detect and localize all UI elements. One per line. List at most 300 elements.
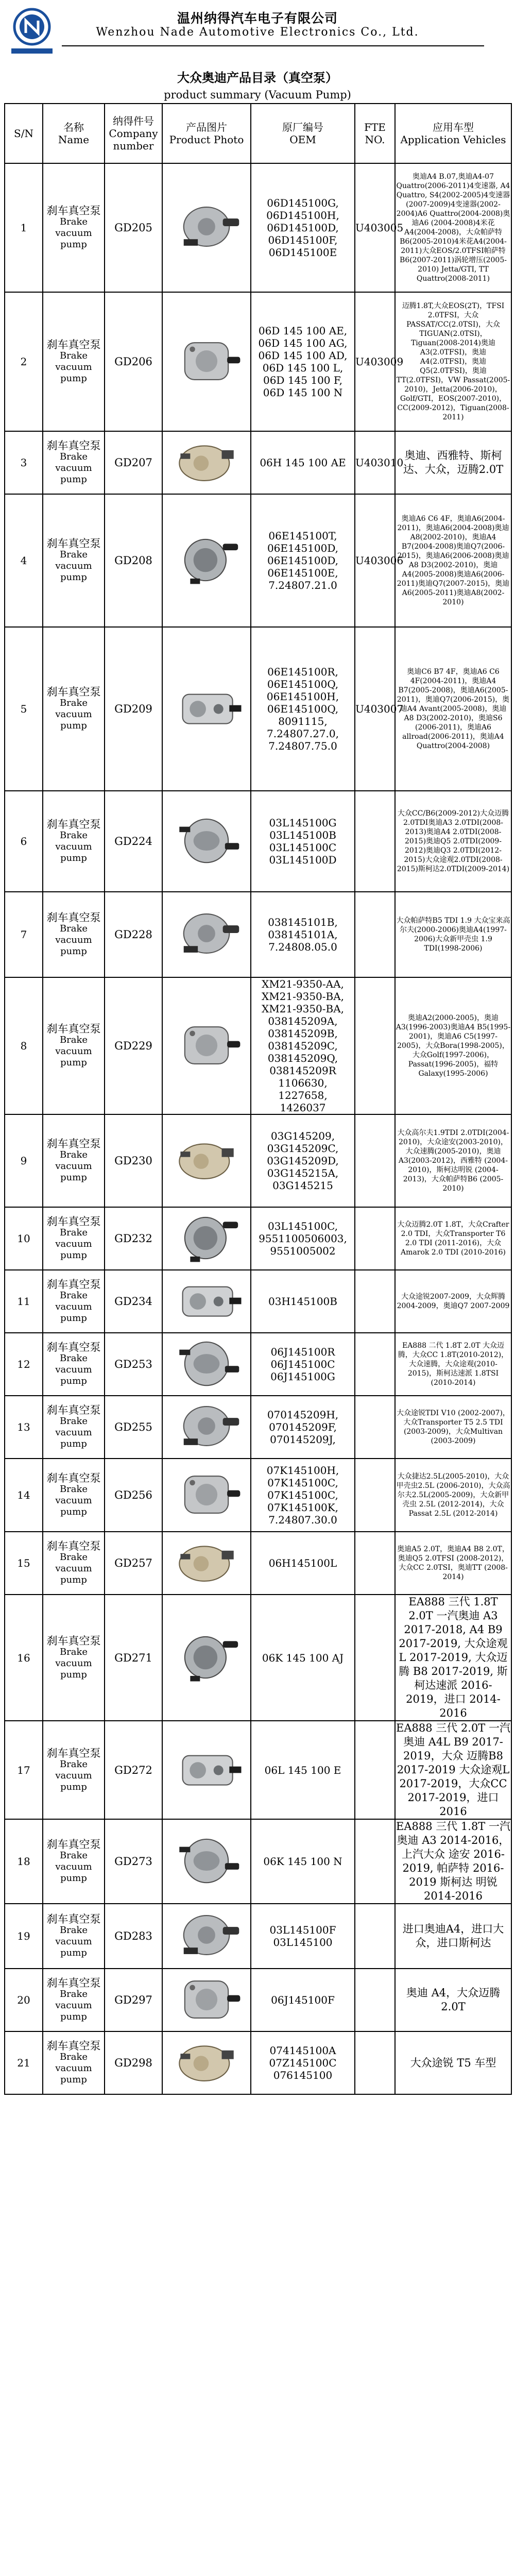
column-header-oem-cn: 原厂编号 <box>282 121 323 133</box>
cell-company-number: GD283 <box>105 1904 162 1969</box>
product-name-cn: 刹车真空泵 <box>46 1138 101 1150</box>
oem-number: 06D 145 100 AG, <box>258 337 348 349</box>
oem-number: 06E145100Q, <box>267 678 339 690</box>
cell-product-photo <box>162 163 251 292</box>
oem-number: 06J145100C <box>270 1358 335 1370</box>
oem-number: 06E145100R, <box>267 666 338 678</box>
cell-company-number: GD230 <box>105 1114 162 1207</box>
oem-number: 03G145209, <box>270 1130 335 1142</box>
oem-number: 03L145100C <box>269 841 337 854</box>
cell-product-photo <box>162 1459 251 1532</box>
cell-name <box>43 292 105 431</box>
oem-number: 076145100 <box>273 2069 333 2081</box>
cell-name <box>43 1819 105 1904</box>
cell-application: 大众帕萨特B5 TDI 1.9 大众宝来高尔夫(2000-2006)奥迪A4(1997-2006)大众新甲壳虫 1.9 TDI(1998-2006) <box>395 892 511 977</box>
product-name-cn: 刹车真空泵 <box>46 1215 101 1228</box>
product-name-en: Brake vacuum pump <box>55 1758 92 1792</box>
oem-number: 038145209A, <box>268 1015 338 1027</box>
cell-application: 大众途锐2007-2009，大众辉腾2004-2009，奥迪Q7 2007-2009 <box>395 1270 511 1333</box>
cell-oem <box>251 1207 355 1270</box>
oem-number: 06K 145 100 AJ <box>262 1651 344 1664</box>
product-name-cn: 刹车真空泵 <box>46 1023 101 1035</box>
cell-product-photo <box>162 791 251 892</box>
oem-number: 1227658, <box>278 1089 328 1101</box>
oem-number: 1106630, <box>278 1077 328 1089</box>
cell-company-number: GD209 <box>105 627 162 791</box>
vacuum-pump-photo <box>163 678 250 740</box>
cell-fte <box>355 977 395 1114</box>
cell-fte <box>355 2031 395 2094</box>
table-row <box>5 163 511 292</box>
cell-sn: 10 <box>5 1207 43 1270</box>
cell-fte: U403010 <box>355 431 395 494</box>
oem-number: 06H 145 100 AE <box>260 456 346 469</box>
cell-product-photo <box>162 1904 251 1969</box>
vacuum-pump-photo <box>163 1130 250 1192</box>
cell-application: 奥迪、西雅特、斯柯达、大众，迈腾2.0T <box>395 431 511 494</box>
oem-number: 06J145100G <box>270 1370 335 1383</box>
oem-number: 038145101B, <box>268 916 338 928</box>
cell-oem <box>251 1595 355 1721</box>
cell-sn: 15 <box>5 1532 43 1595</box>
oem-number: 07K145100C, <box>267 1477 338 1489</box>
table-row <box>5 1969 511 2031</box>
cell-oem <box>251 1270 355 1333</box>
column-header-app <box>395 104 511 163</box>
column-header-name-en: Name <box>58 133 90 146</box>
cell-application: 进口奥迪A4，进口大众，进口斯柯达 <box>395 1904 511 1969</box>
cell-sn: 14 <box>5 1459 43 1532</box>
cell-name <box>43 1207 105 1270</box>
cell-sn: 11 <box>5 1270 43 1333</box>
catalog-title-en: product summary (Vacuum Pump) <box>164 89 351 101</box>
oem-number: 06D145100G, <box>267 197 339 209</box>
product-name-cn: 刹车真空泵 <box>46 1278 101 1291</box>
oem-number: 9551005002 <box>270 1245 336 1257</box>
cell-product-photo <box>162 1721 251 1819</box>
table-row <box>5 1459 511 1532</box>
oem-number: 06D 145 100 AD, <box>258 349 348 362</box>
table-row <box>5 1396 511 1459</box>
oem-number: 03H145100B <box>268 1295 337 1308</box>
cell-oem <box>251 163 355 292</box>
cell-application: 奥迪A5 2.0T，奥迪A4 B8 2.0T，奥迪Q5 2.0TFSI (2008-2012)，大众CC 2.0TSI，奥迪TT (2008-2014) <box>395 1532 511 1595</box>
product-name-en: Brake vacuum pump <box>55 1416 92 1449</box>
cell-application: 大众高尔夫1.9TDI 2.0TDI(2004-2010)，大众途安(2003-2010)，大众速腾(2005-2010)，奥迪A3(2003-2012)，西雅特 (2004-2010)，斯柯达明锐 (2004-2013)，大众帕萨特B6 (2005-2010) <box>395 1114 511 1207</box>
cell-fte <box>355 1904 395 1969</box>
table-row <box>5 1819 511 1904</box>
oem-number: 06K 145 100 N <box>263 1855 342 1868</box>
vacuum-pump-photo <box>163 2032 250 2094</box>
header-divider <box>62 45 484 46</box>
product-name-cn: 刹车真空泵 <box>46 686 101 698</box>
oem-number: 03G145209C, <box>267 1142 339 1155</box>
cell-company-number: GD232 <box>105 1207 162 1270</box>
cell-application: 迈腾1.8T,大众EOS(2T)，TFSI 2.0TFSI，大众PASSAT/CC(2.0TSI)，大众TIGUAN(2.0TSI)，Tiguan(2008-2014)奥迪A3(2.0TFSI)，奥迪A4(2.0TFSI)，奥迪Q5(2.0TFSI)，奥迪TT(2.0TFSI)，VW Passat(2005-2010)，Jetta(2006-2010)，Golf/GTI，EOS(2007-2010)，CC(2009-2012)，Tiguan(2008-2011) <box>395 292 511 431</box>
cell-oem <box>251 292 355 431</box>
cell-sn: 13 <box>5 1396 43 1459</box>
oem-number: 06E145100E, <box>267 567 338 579</box>
vacuum-pump-photo <box>163 1831 250 1892</box>
table-row <box>5 791 511 892</box>
product-name-cn: 刹车真空泵 <box>46 1747 101 1759</box>
cell-product-photo <box>162 1207 251 1270</box>
cell-application: 奥迪A4 B.07,奥迪A4-07 Quattro(2006-2011)4变速器, A4 Quattro, S4(2002-2005)4变速器(2007-2009)4变速器(2002-2004)A6 Quattro(2004-2008)奥迪A6 (2004-2008)4米花A4(2004-2008)，大众帕萨特B6(2005-2010)4米花A4(2004-2011)大众EOS/2.0TFSI帕萨特B6(2007-2011)涡轮增压(2005-2010) Jetta/GTI, TT Quattro(2008-2011) <box>395 163 511 292</box>
cell-name <box>43 977 105 1114</box>
cell-sn: 4 <box>5 494 43 627</box>
oem-number: 038145209Q, <box>267 1052 338 1064</box>
oem-number: 06D 145 100 N <box>263 386 343 399</box>
cell-oem <box>251 1532 355 1595</box>
catalog-title-cn: 大众奥迪产品目录（真空泵） <box>177 70 338 85</box>
product-name-en: Brake vacuum pump <box>55 698 92 731</box>
cell-company-number: GD206 <box>105 292 162 431</box>
product-name-cn: 刹车真空泵 <box>46 205 101 217</box>
product-name-en: Brake vacuum pump <box>55 923 92 957</box>
cell-fte <box>355 1270 395 1333</box>
table-row <box>5 292 511 431</box>
cell-name <box>43 1721 105 1819</box>
cell-name <box>43 1595 105 1721</box>
cell-sn: 20 <box>5 1969 43 2031</box>
product-name-cn: 刹车真空泵 <box>46 2040 101 2052</box>
cell-application: EA888 二代 1.8T 2.0T 大众迈腾，大众CC 1.8T(2010-2012)，大众速腾，大众途观(2010-2015)，斯柯达速派 1.8TSI (2010-2014) <box>395 1333 511 1396</box>
vacuum-pump-photo <box>163 530 250 591</box>
oem-number: 06D145100E <box>268 246 337 259</box>
oem-number: 7.24807.75.0 <box>268 740 337 752</box>
oem-number: XM21-9350-BA, <box>261 990 345 1003</box>
oem-number: 06E145100Q, <box>267 703 339 715</box>
cell-application: 大众捷达2.5L(2005-2010)，大众甲壳虫2.5L (2006-2010)，大众高尔夫2.5L(2005-2009)，大众新甲壳虫 2.5L (2012-2014)，大众Passat 2.5L (2012-2014) <box>395 1459 511 1532</box>
cell-company-number: GD272 <box>105 1721 162 1819</box>
oem-number: XM21-9350-BA, <box>261 1003 345 1015</box>
oem-number: 038145209C, <box>268 1040 338 1052</box>
column-header-photo <box>162 104 251 163</box>
column-header-sn <box>5 104 43 163</box>
oem-number: 038145209R <box>269 1064 336 1077</box>
oem-number: 7.24807.21.0 <box>268 579 337 591</box>
column-header-code-cn: 纳得件号 <box>113 115 154 127</box>
cell-name <box>43 892 105 977</box>
column-header-sn-label: S/N <box>14 127 33 140</box>
vacuum-pump-photo <box>163 1333 250 1395</box>
cell-company-number: GD273 <box>105 1819 162 1904</box>
oem-number: 06J145100F <box>271 1994 335 2006</box>
product-name-cn: 刹车真空泵 <box>46 338 101 351</box>
product-name-en: Brake vacuum pump <box>55 1646 92 1680</box>
cell-fte: U403005 <box>355 163 395 292</box>
vacuum-pump-photo <box>163 197 250 259</box>
product-name-en: Brake vacuum pump <box>55 216 92 250</box>
product-name-en: Brake vacuum pump <box>55 1227 92 1261</box>
oem-number: 7.24808.05.0 <box>268 941 337 953</box>
cell-company-number: GD207 <box>105 431 162 494</box>
vacuum-pump-photo <box>163 1739 250 1801</box>
product-name-cn: 刹车真空泵 <box>46 1838 101 1851</box>
oem-number: 03L145100D <box>269 854 337 866</box>
cell-application: 大众途锐 T5 车型 <box>395 2031 511 2094</box>
oem-number: 06D145100D, <box>267 222 339 234</box>
table-row <box>5 1114 511 1207</box>
cell-fte: U403007 <box>355 627 395 791</box>
oem-number: 06J145100R <box>270 1346 335 1358</box>
product-name-cn: 刹车真空泵 <box>46 1472 101 1484</box>
product-name-en: Brake vacuum pump <box>55 549 92 583</box>
product-name-en: Brake vacuum pump <box>55 1989 92 2022</box>
column-header-fte <box>355 104 395 163</box>
oem-number: 7.24807.30.0 <box>268 1514 337 1526</box>
table-row <box>5 431 511 494</box>
cell-oem <box>251 1114 355 1207</box>
oem-number: XM21-9350-AA, <box>262 978 344 990</box>
table-row <box>5 1333 511 1396</box>
oem-number: 06D 145 100 F, <box>263 374 343 386</box>
cell-fte <box>355 1333 395 1396</box>
oem-number: 7.24807.27.0, <box>267 727 339 740</box>
cell-oem <box>251 977 355 1114</box>
oem-number: 070145209J, <box>270 1433 336 1446</box>
company-name-en: Wenzhou Nade Automotive Electronics Co., Ltd. <box>96 26 419 39</box>
cell-name <box>43 1396 105 1459</box>
product-name-cn: 刹车真空泵 <box>46 818 101 831</box>
column-header-app-cn: 应用车型 <box>433 121 474 133</box>
oem-number: 06E145100H, <box>266 690 339 703</box>
cell-oem <box>251 1333 355 1396</box>
cell-product-photo <box>162 1396 251 1459</box>
cell-name <box>43 1270 105 1333</box>
product-name-cn: 刹车真空泵 <box>46 1404 101 1416</box>
oem-number: 070145209H, <box>267 1409 339 1421</box>
product-name-en: Brake vacuum pump <box>55 1035 92 1068</box>
oem-number: 06D 145 100 L, <box>262 362 344 374</box>
cell-product-photo <box>162 1819 251 1904</box>
column-header-oem-en: OEM <box>289 133 316 146</box>
cell-fte <box>355 1532 395 1595</box>
cell-product-photo <box>162 292 251 431</box>
oem-number: 06E145100D, <box>267 542 339 554</box>
cell-oem <box>251 1459 355 1532</box>
cell-name <box>43 791 105 892</box>
vacuum-pump-photo <box>163 1969 250 2031</box>
vacuum-pump-photo <box>163 1464 250 1526</box>
cell-fte <box>355 1459 395 1532</box>
product-name-en: Brake vacuum pump <box>55 830 92 863</box>
cell-sn: 1 <box>5 163 43 292</box>
oem-number: 03G145209D, <box>267 1155 339 1167</box>
vacuum-pump-photo <box>163 1270 250 1332</box>
table-row <box>5 977 511 1114</box>
cell-fte <box>355 892 395 977</box>
product-name-cn: 刹车真空泵 <box>46 1977 101 1989</box>
cell-sn: 16 <box>5 1595 43 1721</box>
cell-product-photo <box>162 431 251 494</box>
cell-fte <box>355 1969 395 2031</box>
cell-oem <box>251 494 355 627</box>
column-header-photo-cn: 产品图片 <box>186 121 227 133</box>
cell-application: 大众途锐TDI V10 (2002-2007)，大众Transporter T5 2.5 TDI (2003-2009)，大众Multivan (2003-2009) <box>395 1396 511 1459</box>
oem-number: 06D145100H, <box>266 209 339 222</box>
cell-name <box>43 1969 105 2031</box>
cell-name <box>43 2031 105 2094</box>
cell-sn: 2 <box>5 292 43 431</box>
vacuum-pump-photo <box>163 331 250 393</box>
cell-application: 大众迈腾2.0T 1.8T，大众Crafter 2.0 TDI，大众Transporter T6 2.0 TDI (2011-2016)，大众Amarok 2.0 TDI (2010-2016) <box>395 1207 511 1270</box>
vacuum-pump-photo <box>163 1396 250 1458</box>
table-row <box>5 627 511 791</box>
cell-name <box>43 1459 105 1532</box>
cell-application: EA888 三代 2.0T 一汽奥迪 A4L B9 2017-2019，大众 迈腾B8 2017-2019 大众途观L 2017-2019，大众CC 2017-2019，进口 2016 <box>395 1721 511 1819</box>
cell-oem <box>251 1904 355 1969</box>
table-header-row <box>5 104 511 163</box>
vacuum-pump-photo <box>163 432 250 494</box>
oem-number: 038145101A, <box>268 928 338 941</box>
oem-number: 03L145100 <box>273 1936 333 1948</box>
cell-sn: 17 <box>5 1721 43 1819</box>
oem-number: 03L145100C, <box>267 1220 338 1232</box>
cell-name <box>43 1532 105 1595</box>
cell-company-number: GD271 <box>105 1595 162 1721</box>
product-name-en: Brake vacuum pump <box>55 1925 92 1958</box>
oem-number: 07K145100C, <box>267 1489 338 1501</box>
cell-oem <box>251 791 355 892</box>
cell-company-number: GD255 <box>105 1396 162 1459</box>
oem-number: 9551100506003, <box>259 1232 347 1245</box>
oem-number: 03L145100G <box>269 817 337 829</box>
cell-fte <box>355 1721 395 1819</box>
cell-name <box>43 163 105 292</box>
cell-company-number: GD224 <box>105 791 162 892</box>
cell-oem <box>251 2031 355 2094</box>
cell-fte: U403006 <box>355 494 395 627</box>
cell-sn: 12 <box>5 1333 43 1396</box>
company-name-cn: 温州纳得汽车电子有限公司 <box>177 11 338 26</box>
oem-number: 07K145100H, <box>266 1464 339 1477</box>
product-name-cn: 刹车真空泵 <box>46 537 101 550</box>
cell-name <box>43 1333 105 1396</box>
vacuum-pump-photo <box>163 1208 250 1269</box>
oem-number: 06H145100L <box>268 1557 337 1569</box>
cell-product-photo <box>162 2031 251 2094</box>
product-name-cn: 刹车真空泵 <box>46 911 101 924</box>
vacuum-pump-photo <box>163 1015 250 1077</box>
catalog-title-block <box>0 64 515 106</box>
cell-company-number: GD234 <box>105 1270 162 1333</box>
oem-number: 06L 145 100 E <box>264 1764 341 1776</box>
column-header-name <box>43 104 105 163</box>
cell-sn: 19 <box>5 1904 43 1969</box>
product-name-en: Brake vacuum pump <box>55 1850 92 1884</box>
cell-name <box>43 1904 105 1969</box>
product-name-en: Brake vacuum pump <box>55 350 92 384</box>
product-table <box>4 103 512 2095</box>
vacuum-pump-photo <box>163 1905 250 1967</box>
cell-name <box>43 627 105 791</box>
cell-fte <box>355 1114 395 1207</box>
oem-number: 06D145100F, <box>268 234 338 246</box>
oem-number: 070145209F, <box>269 1421 337 1433</box>
product-name-cn: 刹车真空泵 <box>46 1634 101 1647</box>
cell-oem <box>251 627 355 791</box>
column-header-fte-label: FTE NO. <box>364 121 386 146</box>
oem-number: 03G145215A, <box>267 1167 339 1179</box>
oem-number: 06E145100T, <box>268 530 337 542</box>
product-name-en: Brake vacuum pump <box>55 451 92 485</box>
cell-application: 奥迪A2(2000-2005)，奥迪A3(1996-2003)奥迪A4 B5(1995-2001)，奥迪A6 C5(1997-2005)，大众Bora(1998-2005)，大众Golf(1997-2006)，Passat(1996-2005)，福特Galaxy(1995-2006) <box>395 977 511 1114</box>
cell-product-photo <box>162 977 251 1114</box>
product-name-en: Brake vacuum pump <box>55 1552 92 1585</box>
cell-fte <box>355 1819 395 1904</box>
cell-company-number: GD228 <box>105 892 162 977</box>
cell-company-number: GD257 <box>105 1532 162 1595</box>
table-row <box>5 1721 511 1819</box>
cell-name <box>43 1114 105 1207</box>
vacuum-pump-photo <box>163 1532 250 1594</box>
cell-oem <box>251 1969 355 2031</box>
oem-number: 074145100A <box>269 2044 336 2057</box>
table-row <box>5 1904 511 1969</box>
oem-number: 03L145100B <box>269 829 336 841</box>
cell-product-photo <box>162 494 251 627</box>
cell-product-photo <box>162 1333 251 1396</box>
column-header-code-en: Company number <box>109 127 158 152</box>
column-header-app-en: Application Vehicles <box>400 133 506 146</box>
oem-number: 8091115, <box>278 715 328 727</box>
cell-fte <box>355 1396 395 1459</box>
cell-company-number: GD208 <box>105 494 162 627</box>
table-row <box>5 1270 511 1333</box>
cell-sn: 9 <box>5 1114 43 1207</box>
cell-company-number: GD298 <box>105 2031 162 2094</box>
cell-company-number: GD297 <box>105 1969 162 2031</box>
product-name-cn: 刹车真空泵 <box>46 439 101 452</box>
cell-fte <box>355 1595 395 1721</box>
cell-sn: 6 <box>5 791 43 892</box>
cell-oem <box>251 1721 355 1819</box>
cell-product-photo <box>162 1532 251 1595</box>
product-rows <box>5 163 511 2094</box>
column-header-code <box>105 104 162 163</box>
cell-application: 奥迪A6 C6 4F，奥迪A6(2004-2011)，奥迪A6(2004-2008)奥迪A8(2002-2010)，奥迪A4 B7(2004-2008)奥迪Q7(2006-2015)，奥迪A6(2006-2008)奥迪A8 D3(2002-2010)，奥迪A4(2005-2008)奥迪A6(2006-2011)奥迪Q7(2007-2015)，奥迪A6(2005-2011)奥迪A8(2002-2010) <box>395 494 511 627</box>
cell-product-photo <box>162 892 251 977</box>
cell-oem <box>251 1819 355 1904</box>
product-name-en: Brake vacuum pump <box>55 2052 92 2085</box>
column-header-photo-en: Product Photo <box>169 133 244 146</box>
product-name-en: Brake vacuum pump <box>55 1149 92 1183</box>
table-row <box>5 1595 511 1721</box>
oem-number: 038145209B, <box>268 1027 338 1040</box>
table-row <box>5 2031 511 2094</box>
cell-product-photo <box>162 627 251 791</box>
cell-oem <box>251 892 355 977</box>
product-name-cn: 刹车真空泵 <box>46 1341 101 1353</box>
page-header <box>0 0 515 62</box>
cell-oem <box>251 1396 355 1459</box>
cell-application: 大众CC/B6(2009-2012)大众迈腾2.0TDI奥迪A3 2.0TDI(2008-2013)奥迪A4 2.0TDI(2008-2015)奥迪Q5 2.0TDI(2009-2012)奥迪Q3 2.0TDI(2012-2015)大众途观2.0TDI(2008-2015)斯柯达2.0TDI(2009-2014) <box>395 791 511 892</box>
column-header-name-cn: 名称 <box>63 121 84 133</box>
table-row <box>5 1207 511 1270</box>
cell-application: EA888 三代 1.8T 一汽奥迪 A3 2014-2016，上汽大众 途安 2016-2019, 帕萨特 2016-2019 斯柯达 明锐 2014-2016 <box>395 1819 511 1904</box>
cell-sn: 7 <box>5 892 43 977</box>
cell-application: 奥迪C6 B7 4F，奥迪A6 C6 4F(2004-2011)，奥迪A4 B7(2005-2008)，奥迪A6(2005-2011)，奥迪Q7(2006-2015)，奥迪A4 Avant(2005-2008)，奥迪A8 D3(2002-2010)，奥迪S6 (2006-2011)，奥迪A6 allroad(2006-2011)，奥迪A4 Quattro(2004-2008) <box>395 627 511 791</box>
cell-company-number: GD229 <box>105 977 162 1114</box>
cell-oem <box>251 431 355 494</box>
table-row <box>5 892 511 977</box>
cell-company-number: GD205 <box>105 163 162 292</box>
oem-number: 07K145100K, <box>267 1501 339 1514</box>
cell-product-photo <box>162 1270 251 1333</box>
cell-fte <box>355 1207 395 1270</box>
oem-number: 1426037 <box>280 1101 326 1114</box>
